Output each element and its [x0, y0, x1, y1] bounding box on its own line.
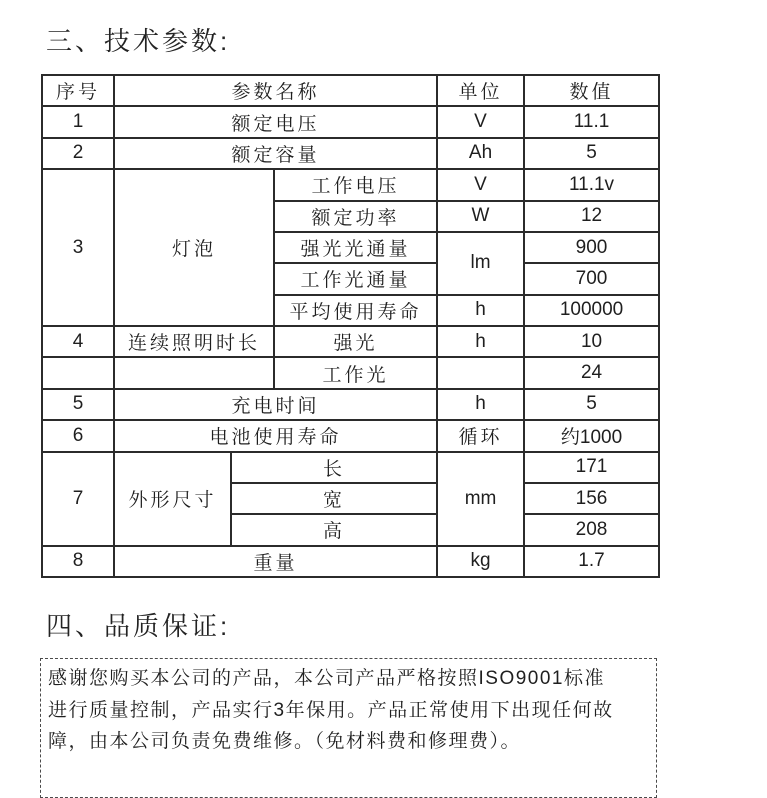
row3-sub3-value: 900	[524, 232, 659, 263]
row2-no: 2	[42, 138, 114, 169]
table-row-6	[42, 420, 659, 451]
row1-name: 额定电压	[114, 106, 437, 137]
row4-sub2-unit-empty	[437, 357, 524, 388]
tech-params-table	[41, 74, 660, 578]
warranty-line-2: 进行质量控制，产品实行3年保用。产品正常使用下出现任何故	[48, 699, 614, 721]
row3-sub4-name: 工作光通量	[274, 263, 437, 294]
row7-sub1-value: 171	[524, 452, 659, 483]
row4-sub2-name: 工作光	[274, 357, 437, 388]
tech-params-section-title: 三、技术参数:	[46, 26, 231, 56]
row3-sub2-name: 额定功率	[274, 201, 437, 232]
row3-sub5-value: 100000	[524, 295, 659, 326]
row1-value: 11.1	[524, 106, 659, 137]
row3-sub5-name: 平均使用寿命	[274, 295, 437, 326]
row8-unit: kg	[437, 546, 524, 577]
row7-sub2-value: 156	[524, 483, 659, 514]
row7-sub3-value: 208	[524, 514, 659, 545]
row6-unit: 循环	[437, 420, 524, 451]
row4-sub2-no-empty	[42, 357, 114, 388]
row3-sub1-unit: V	[437, 169, 524, 200]
row3-sub1-name: 工作电压	[274, 169, 437, 200]
row7-mm-unit: mm	[437, 452, 524, 546]
row5-no: 5	[42, 389, 114, 420]
row3-sub1-value: 11.1v	[524, 169, 659, 200]
row5-unit: h	[437, 389, 524, 420]
row4-name: 连续照明时长	[114, 326, 274, 357]
warranty-line-3: 障，由本公司负责免费维修。（免材料费和修理费）。	[48, 731, 522, 752]
row4-sub1-value: 10	[524, 326, 659, 357]
row2-unit: Ah	[437, 138, 524, 169]
row2-name: 额定容量	[114, 138, 437, 169]
table-row-4-sub-1	[42, 326, 659, 357]
header-no: 序号	[42, 75, 114, 106]
row6-name: 电池使用寿命	[114, 420, 437, 451]
table-row-4-sub-2	[42, 357, 659, 388]
row5-name: 充电时间	[114, 389, 437, 420]
row4-no: 4	[42, 326, 114, 357]
header-value: 数值	[524, 75, 659, 106]
row8-value: 1.7	[524, 546, 659, 577]
row6-no: 6	[42, 420, 114, 451]
row1-no: 1	[42, 106, 114, 137]
table-header-row	[42, 75, 659, 106]
row3-no: 3	[42, 169, 114, 326]
header-name: 参数名称	[114, 75, 437, 106]
row8-no: 8	[42, 546, 114, 577]
row3-sub2-value: 12	[524, 201, 659, 232]
row3-lumen-unit: lm	[437, 232, 524, 295]
row5-value: 5	[524, 389, 659, 420]
table-row-3-sub-1	[42, 169, 659, 200]
row2-value: 5	[524, 138, 659, 169]
row7-sub2-name: 宽	[231, 483, 437, 514]
row3-sub3-name: 强光光通量	[274, 232, 437, 263]
row4-sub2-value: 24	[524, 357, 659, 388]
header-unit: 单位	[437, 75, 524, 106]
row4-sub2-name-empty	[114, 357, 274, 388]
row3-sub4-value: 700	[524, 263, 659, 294]
row4-sub1-unit: h	[437, 326, 524, 357]
warranty-line-1: 感谢您购买本公司的产品，本公司产品严格按照ISO9001标准	[48, 668, 605, 689]
table-row-8	[42, 546, 659, 577]
row1-unit: V	[437, 106, 524, 137]
row7-sub3-name: 高	[231, 514, 437, 545]
row7-group-name: 外形尺寸	[114, 452, 231, 546]
table-row-2	[42, 138, 659, 169]
row3-group-name: 灯泡	[114, 169, 274, 326]
table-row-1	[42, 106, 659, 137]
table-row-5	[42, 389, 659, 420]
row6-value: 约1000	[524, 420, 659, 451]
row3-sub2-unit: W	[437, 201, 524, 232]
row7-no: 7	[42, 452, 114, 546]
row8-name: 重量	[114, 546, 437, 577]
row4-sub1-name: 强光	[274, 326, 437, 357]
warranty-text-box	[40, 658, 657, 798]
row7-sub1-name: 长	[231, 452, 437, 483]
quality-section-title: 四、品质保证:	[46, 611, 231, 641]
table-row-7-sub-1	[42, 452, 659, 483]
row3-sub5-unit: h	[437, 295, 524, 326]
